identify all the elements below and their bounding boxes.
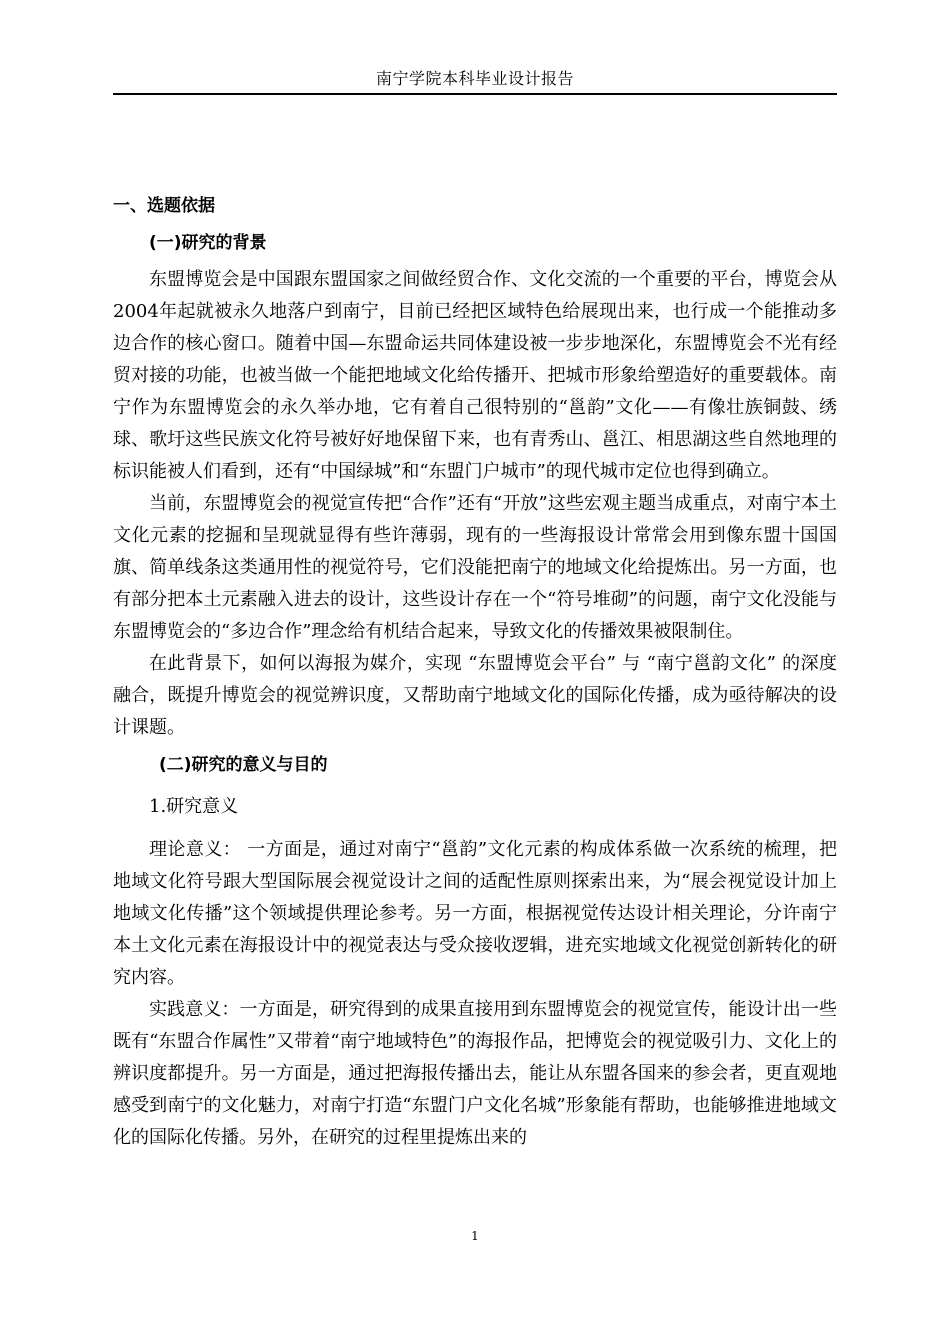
subsection-heading-significance: (二)研究的意义与目的 [159,755,328,775]
subsection-heading-background: (一)研究的背景 [149,233,267,253]
page-header [113,66,837,95]
paragraph-background-2: 当前，东盟博览会的视觉宣传把“合作”还有“开放”这些宏观主题当成重点，对南宁本土文化元素的挖掘和呈现就显得有些许薄弱，现有的一些海报设计常常会用到像东盟十国国旗、简单线条这类通用性的视觉符号，它们没能把南宁的地域文化给提炼出。另一方面，也有部分把本土元素融入进去的设计，这些设计存在一个“符号堆砌”的问题，南宁文化没能与东盟博览会的“多边合作”理念给有机结合起来，导致文化的传播效果被限制住。 [113,493,837,642]
paragraph-practice-significance: 实践意义：一方面是，研究得到的成果直接用到东盟博览会的视觉宣传，能设计出一些既有“东盟合作属性”又带着“南宁地域特色”的海报作品，把博览会的视觉吸引力、文化上的辨识度都提升。另一方面是，通过把海报传播出去，能让从东盟各国来的参会者，更直观地感受到南宁的文化魅力，对南宁打造“东盟门户文化名城”形象能有帮助，也能够推进地域文化的国际化传播。另外，在研究的过程里提炼出来的 [113,999,837,1148]
page-number: 1 [471,1229,479,1243]
paragraph-background-1: 东盟博览会是中国跟东盟国家之间做经贸合作、文化交流的一个重要的平台，博览会从2004年起就被永久地落户到南宁，目前已经把区域特色给展现出来，也行成一个能推动多边合作的核心窗口。随着中国—东盟命运共同体建设被一步步地深化，东盟博览会不光有经贸对接的功能，也被当做一个能把地域文化给传播开、把城市形象给塑造好的重要载体。南宁作为东盟博览会的永久举办地，它有着自己很特别的“邕韵”文化——有像壮族铜鼓、绣球、歌圩这些民族文化符号被好好地保留下来，也有青秀山、邕江、相思湖这些自然地理的标识能被人们看到，还有“中国绿城”和“东盟门户城市”的现代城市定位也得到确立。 [113,269,837,482]
paragraph-theory-significance: 理论意义： 一方面是，通过对南宁“邕韵”文化元素的构成体系做一次系统的梳理，把地域文化符号跟大型国际展会视觉设计之间的适配性原则探索出来，为“展会视觉设计加上地域文化传播”这个领域提供理论参考。另一方面，根据视觉传达设计相关理论，分许南宁本土文化元素在海报设计中的视觉表达与受众接收逻辑，进充实地域文化视觉创新转化的研究内容。 [113,839,837,988]
numbered-subheading: 1.研究意义 [149,796,239,817]
header-title: 南宁学院本科毕业设计报告 [375,69,574,88]
section-heading: 一、选题依据 [113,196,215,216]
paragraph-background-3: 在此背景下，如何以海报为媒介，实现 “东盟博览会平台” 与 “南宁邕韵文化” 的深度融合，既提升博览会的视觉辨识度，又帮助南宁地域文化的国际化传播，成为亟待解决的设计课题。 [113,653,837,738]
document-body [113,190,837,1154]
